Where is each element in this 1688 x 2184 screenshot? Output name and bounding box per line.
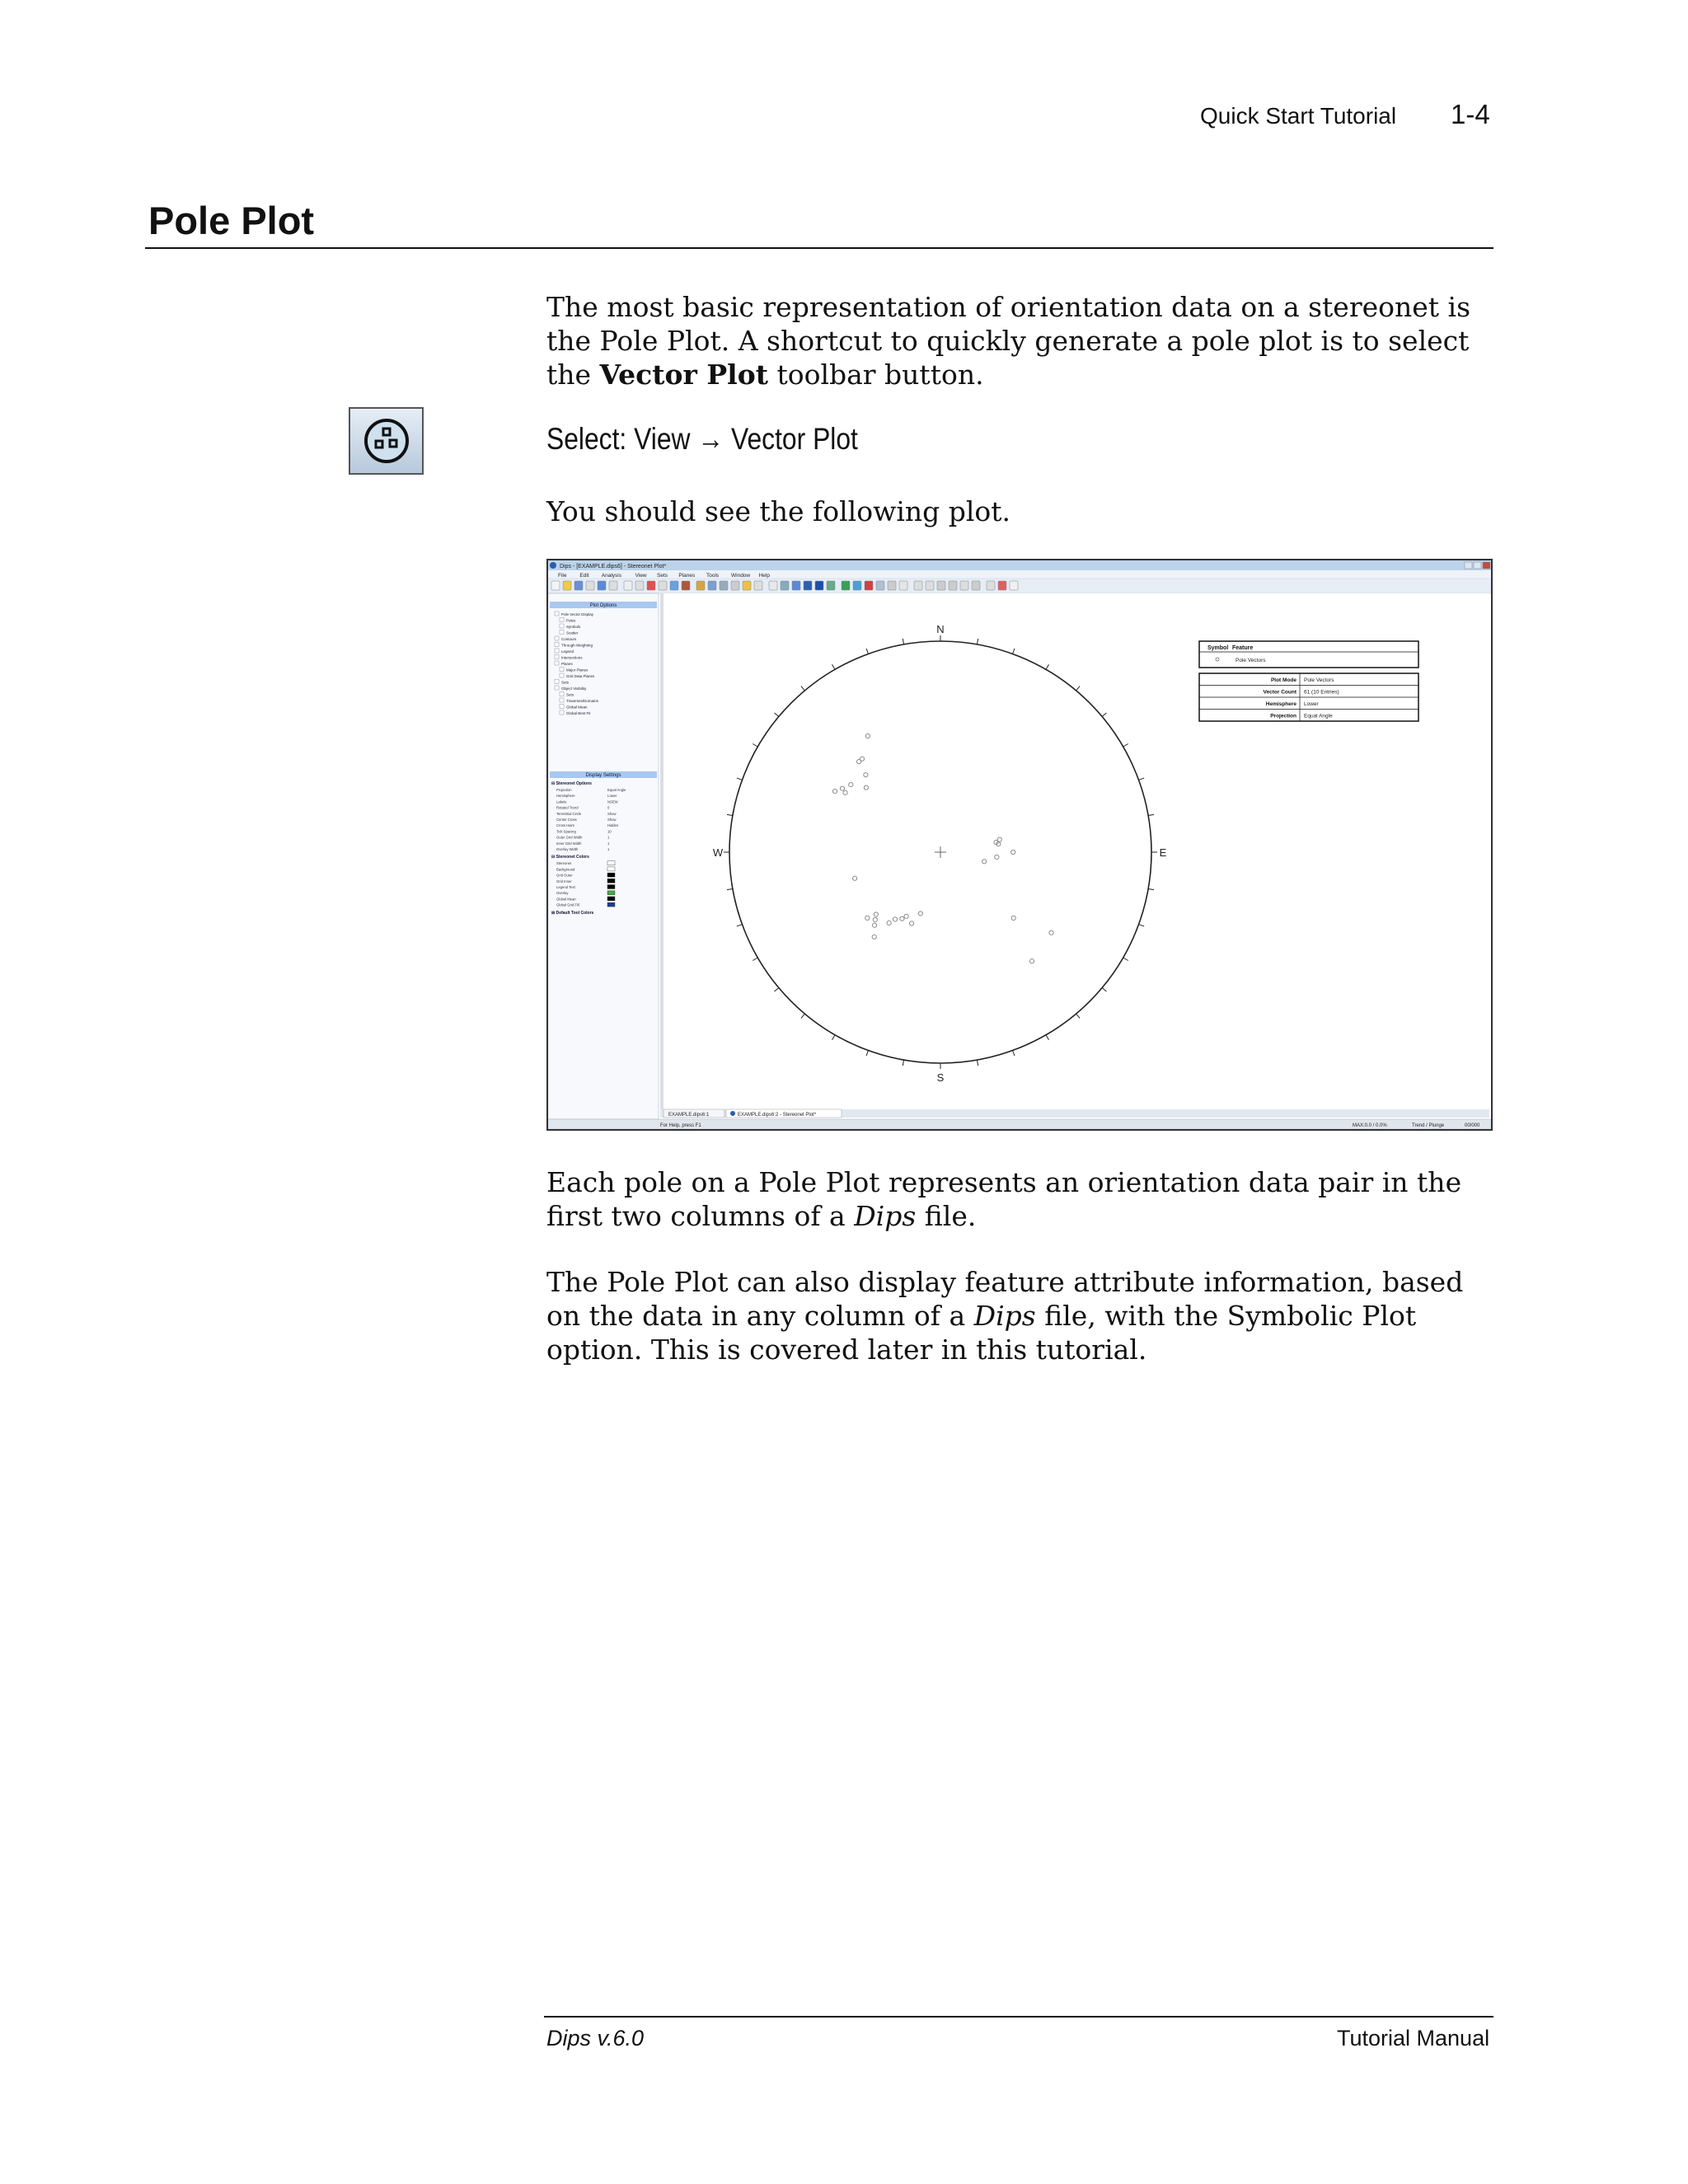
menu-item-window[interactable]: Window <box>731 573 751 579</box>
window-title: Dips - [EXAMPLE.dips6] - Stereonet Plot* <box>560 564 667 569</box>
tab-2-icon <box>730 1111 735 1116</box>
compass-e: E <box>1159 846 1167 859</box>
setting-value[interactable]: Lower <box>607 794 617 799</box>
para3-text-end: file, with the Symbolic Plot option. This is covered later in this tutorial. <box>546 1300 1417 1366</box>
see-plot-text: You should see the following plot. <box>546 495 1011 527</box>
intro-paragraph <box>546 290 1494 391</box>
toolbar-button[interactable] <box>899 581 907 590</box>
setting-value[interactable]: Equal Angle <box>607 788 626 792</box>
plot-option-checkbox[interactable] <box>555 636 559 640</box>
plot-option-item: Traverses/Domains <box>566 699 598 703</box>
setting-label: Outer Grid Width <box>556 835 583 840</box>
color-label: Overlay <box>556 891 569 896</box>
toolbar-button[interactable] <box>574 581 583 590</box>
intro-text: The most basic representation of orientation data on a stereonet is the Pole Plot. A shortcut to quickly generate a pole plot is to select the <box>546 291 1471 391</box>
footer-left: Dips v.6.0 <box>546 2026 645 2050</box>
display-group-stereonet-colors[interactable]: ⊟ Stereonet Colors <box>551 855 589 860</box>
setting-label: Terrestrial Circle <box>556 811 582 816</box>
display-group-default-tool-colors[interactable]: ⊞ Default Tool Colors <box>551 910 594 916</box>
legend-row-label: Plot Mode <box>1270 677 1296 683</box>
toolbar-button[interactable] <box>696 581 705 590</box>
vector-plot-button[interactable] <box>349 407 424 475</box>
setting-value[interactable]: Show <box>607 818 617 822</box>
para2-text-end: file. <box>916 1200 977 1232</box>
vector-plot-icon <box>350 409 422 473</box>
tab-1-label: EXAMPLE.dips6:1 <box>668 1113 710 1118</box>
toolbar-button[interactable] <box>876 581 884 590</box>
setting-label: Tick Spacing <box>556 829 576 834</box>
paragraph-3 <box>546 1265 1494 1366</box>
paragraph-2 <box>546 1165 1494 1233</box>
plot-option-item: Scatter <box>566 630 579 635</box>
status-mode: Trend / Plunge <box>1412 1123 1445 1128</box>
compass-n: N <box>936 623 945 635</box>
toolbar-button[interactable] <box>563 581 571 590</box>
legend-row-label: Projection <box>1270 713 1296 719</box>
toolbar-button[interactable] <box>1010 581 1018 590</box>
color-swatch[interactable] <box>607 873 615 877</box>
setting-value[interactable]: Hidden <box>607 823 619 828</box>
toolbar-button[interactable] <box>804 581 812 590</box>
toolbar-button[interactable] <box>754 581 762 590</box>
legend-row-value: Equal Angle <box>1304 713 1333 719</box>
display-settings-title: Display Settings <box>585 773 621 778</box>
toolbar-button[interactable] <box>926 581 934 590</box>
color-label: Global Grid Fill <box>556 902 579 907</box>
menu-item-planes[interactable]: Planes <box>678 573 696 579</box>
plot-option-item: Sets <box>561 680 570 685</box>
tab-2-label: EXAMPLE.dips6:2 - Stereonet Plot* <box>738 1113 817 1118</box>
plot-option-checkbox[interactable] <box>560 624 564 628</box>
status-help: For Help, press F1 <box>660 1123 701 1128</box>
toolbar-button[interactable] <box>914 581 922 590</box>
setting-label: Center Cross <box>556 818 577 822</box>
toolbar-button[interactable] <box>769 581 777 590</box>
color-label: Stereonet <box>556 861 572 866</box>
toolbar-button[interactable] <box>682 581 690 590</box>
splitter[interactable] <box>660 593 663 1109</box>
toolbar-button[interactable] <box>865 581 873 590</box>
menu-item-analysis[interactable]: Analysis <box>601 573 622 579</box>
legend-row-label: Vector Count <box>1263 689 1296 696</box>
toolbar-button[interactable] <box>647 581 655 590</box>
plot-option-item: Planes <box>561 662 573 666</box>
toolbar-button[interactable] <box>853 581 861 590</box>
plot-option-checkbox[interactable] <box>555 661 559 665</box>
toolbar-button[interactable] <box>792 581 800 590</box>
setting-value[interactable]: 10 <box>607 829 612 834</box>
status-coords: 00/000 <box>1465 1123 1480 1128</box>
maximize-button[interactable] <box>1474 562 1481 569</box>
status-max: MAX:0.0 / 0.0% <box>1353 1123 1387 1128</box>
para3-italic: Dips <box>973 1300 1036 1332</box>
legend-row-label: Hemisphere <box>1265 701 1296 707</box>
toolbar-button[interactable] <box>987 581 995 590</box>
color-label: Legend Text <box>556 885 575 889</box>
compass-w: W <box>712 846 724 859</box>
title-bar <box>548 560 1491 570</box>
plot-option-checkbox[interactable] <box>560 692 564 696</box>
setting-value[interactable]: 1 <box>607 835 610 840</box>
toolbar-button[interactable] <box>949 581 957 590</box>
plot-option-item: Legend <box>561 649 574 654</box>
plot-option-checkbox[interactable] <box>560 668 564 672</box>
toolbar-button[interactable] <box>598 581 606 590</box>
color-swatch[interactable] <box>607 885 615 889</box>
plot-option-checkbox[interactable] <box>555 649 559 653</box>
toolbar-button[interactable] <box>960 581 968 590</box>
footer-right: Tutorial Manual <box>1337 2026 1490 2050</box>
setting-label: Overlay Width <box>556 847 579 851</box>
plot-option-item: Through Weighting <box>561 643 593 648</box>
legend-row-value: Lower <box>1304 701 1319 707</box>
color-swatch[interactable] <box>607 891 615 895</box>
plot-option-item: Global Best Fit <box>566 711 591 715</box>
dips-screenshot <box>546 559 1493 1131</box>
title-rule <box>145 247 1493 249</box>
color-label: Grid Outer <box>556 873 573 878</box>
legend-table <box>1199 673 1418 721</box>
color-swatch[interactable] <box>607 897 615 901</box>
plot-option-checkbox[interactable] <box>560 698 564 702</box>
color-label: Global Mean <box>556 897 576 902</box>
toolbar-button[interactable] <box>743 581 751 590</box>
setting-label: Rotated Trend <box>556 805 579 810</box>
plot-option-item: Pole Vector Display <box>561 612 594 616</box>
legend-row-value: Pole Vectors <box>1304 677 1334 683</box>
setting-value[interactable]: 1 <box>607 841 610 846</box>
setting-value[interactable]: 1 <box>607 847 610 851</box>
color-swatch[interactable] <box>607 902 615 907</box>
menu-item-edit[interactable]: Edit <box>579 573 589 579</box>
running-title: Quick Start Tutorial <box>1200 103 1397 129</box>
plot-option-checkbox[interactable] <box>555 643 559 647</box>
setting-value[interactable]: NSEW <box>607 799 618 804</box>
color-label: Background <box>556 867 575 872</box>
plot-option-checkbox[interactable] <box>555 680 559 684</box>
color-swatch[interactable] <box>607 867 615 871</box>
toolbar-button[interactable] <box>888 581 896 590</box>
app-icon <box>550 562 556 569</box>
intro-text-end: toolbar button. <box>767 359 984 391</box>
setting-value[interactable]: 0 <box>607 805 610 810</box>
close-button[interactable] <box>1483 562 1490 569</box>
toolbar-button[interactable] <box>998 581 1006 590</box>
section-title: Pole Plot <box>148 199 315 242</box>
legend-feature-text: Pole Vectors <box>1236 658 1266 663</box>
setting-label: Projection <box>556 788 572 792</box>
plot-option-item: Sets <box>566 692 574 697</box>
plot-option-checkbox[interactable] <box>555 686 559 690</box>
color-swatch[interactable] <box>607 861 615 865</box>
toolbar-button[interactable] <box>659 581 667 590</box>
setting-value[interactable]: Show <box>607 811 617 816</box>
setting-label: Cross Hairs <box>556 823 574 828</box>
toolbar-button[interactable] <box>551 581 560 590</box>
toolbar-button[interactable] <box>586 581 594 590</box>
setting-label: Inner Grid Width <box>556 841 582 846</box>
para2-text: Each pole on a Pole Plot represents an orientation data pair in the first two columns of a <box>546 1166 1462 1232</box>
plot-area <box>660 593 1489 1109</box>
plot-option-checkbox[interactable] <box>555 612 559 616</box>
para2-italic: Dips <box>854 1200 917 1232</box>
toolbar-button[interactable] <box>781 581 789 590</box>
plot-option-item: Contours <box>561 637 577 641</box>
plot-option-checkbox[interactable] <box>555 655 559 659</box>
plot-option-checkbox[interactable] <box>560 705 564 709</box>
toolbar-button[interactable] <box>624 581 632 590</box>
plot-options-title: Plot Options <box>589 603 617 608</box>
plot-option-item: Intersections <box>561 655 583 660</box>
menu-item-file[interactable]: File <box>558 573 567 579</box>
footer-rule <box>544 2016 1493 2018</box>
toolbar-button[interactable] <box>827 581 835 590</box>
plot-option-checkbox[interactable] <box>560 673 564 677</box>
plot-option-item: Major Planes <box>566 668 588 673</box>
display-group-stereonet-options[interactable]: ⊟ Stereonet Options <box>551 781 592 786</box>
toolbar-button[interactable] <box>708 581 716 590</box>
legend <box>1199 641 1418 721</box>
plot-option-checkbox[interactable] <box>560 618 564 622</box>
legend-feature-header: Feature <box>1232 645 1254 651</box>
toolbar-button[interactable] <box>720 581 728 590</box>
color-label: Grid Inner <box>556 879 572 883</box>
menu-item-sets[interactable]: Sets <box>657 573 668 579</box>
plot-option-item: Grid Data Planes <box>566 674 595 678</box>
toolbar-button[interactable] <box>815 581 823 590</box>
plot-option-item: Symbols <box>566 625 581 629</box>
page-number: 1-4 <box>1451 99 1490 129</box>
menu-item-help[interactable]: Help <box>758 573 770 579</box>
plot-option-checkbox[interactable] <box>560 630 564 635</box>
toolbar-button[interactable] <box>842 581 850 590</box>
legend-symbol-header: Symbol <box>1207 645 1229 651</box>
intro-bold: Vector Plot <box>599 359 768 391</box>
toolbar-button[interactable] <box>635 581 644 590</box>
setting-label: Hemisphere <box>556 794 575 799</box>
compass-s: S <box>936 1071 945 1084</box>
plot-option-checkbox[interactable] <box>560 710 564 715</box>
toolbar-button[interactable] <box>670 581 678 590</box>
toolbar-button[interactable] <box>609 581 617 590</box>
plot-option-item: Poles <box>566 618 576 623</box>
plot-option-item: Global Mean <box>566 705 588 710</box>
toolbar-button[interactable] <box>972 581 980 590</box>
menu-item-tools[interactable]: Tools <box>706 573 720 579</box>
setting-label: Labels <box>556 799 567 804</box>
menu-item-view[interactable]: View <box>635 573 647 579</box>
plot-option-item: Object Visibility <box>561 687 587 691</box>
select-instruction: Select: View → Vector Plot <box>546 422 858 456</box>
toolbar-button[interactable] <box>937 581 945 590</box>
color-swatch[interactable] <box>607 879 615 883</box>
legend-row-value: 61 (10 Entries) <box>1304 689 1339 696</box>
toolbar-button[interactable] <box>731 581 739 590</box>
para3-text: The Pole Plot can also display feature attribute information, based on the data in any column of a <box>546 1266 1464 1332</box>
minimize-button[interactable] <box>1465 562 1472 569</box>
